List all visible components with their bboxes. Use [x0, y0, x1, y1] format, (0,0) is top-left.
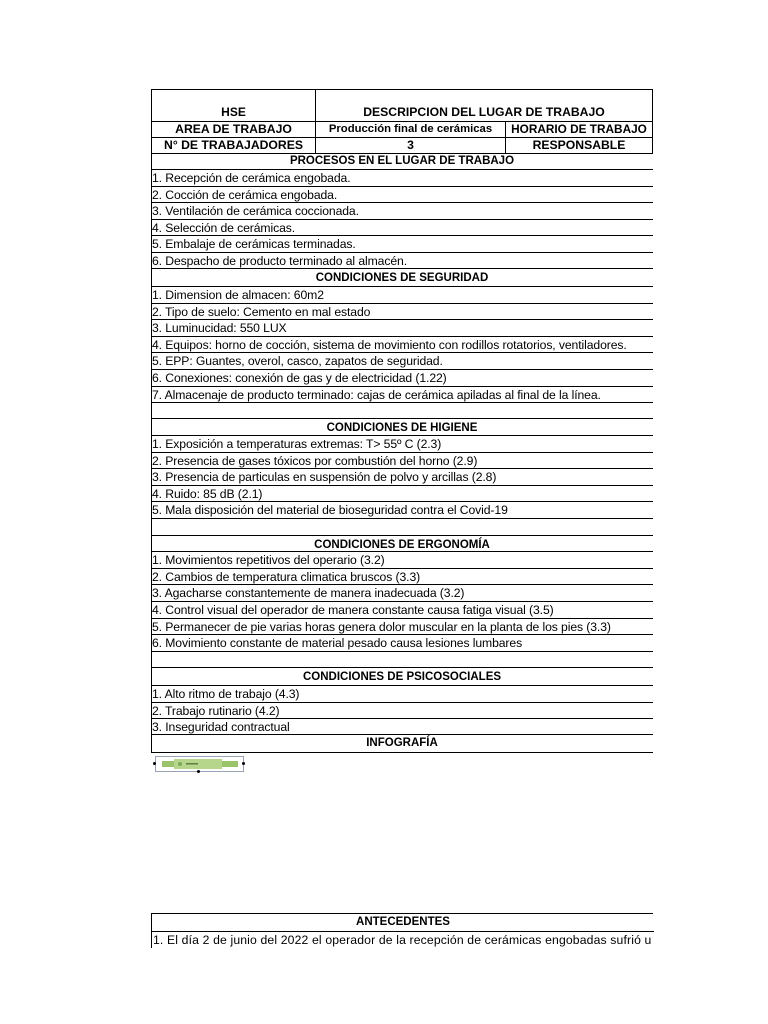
ergonomia-item: 1. Movimientos repetitivos del operario (3.2): [151, 552, 653, 569]
empty-row: [151, 403, 653, 419]
hse-cell: [152, 90, 316, 122]
workers-label-cell: N° DE TRABAJADORES: [152, 138, 316, 153]
higiene-item: 2. Presencia de gases tóxicos por combustión del horno (2.9): [151, 453, 653, 469]
procesos-item: 5. Embalaje de cerámicas terminadas.: [151, 236, 653, 253]
infographic-thumbnail: [156, 757, 243, 771]
empty-row: [151, 519, 653, 536]
responsable-label-cell: RESPONSABLE: [532, 138, 626, 152]
procesos-item: 6. Despacho de producto terminado al almacén.: [151, 253, 653, 269]
higiene-item: 5. Mala disposición del material de bioseguridad contra el Covid-19: [151, 502, 653, 519]
antecedentes-section-title: ANTECEDENTES: [152, 914, 654, 932]
selection-handle[interactable]: [153, 762, 156, 765]
procesos-item: 3. Ventilación de cerámica coccionada.: [151, 203, 653, 220]
antecedentes-item: 1. El día 2 de junio del 2022 el operador de la recepción de cerámicas engobadas sufrió u: [153, 933, 652, 947]
higiene-item: 1. Exposición a temperaturas extremas: T> 55º C (2.3): [151, 436, 653, 453]
seguridad-item: 2. Tipo de suelo: Cemento en mal estado: [151, 304, 653, 320]
psicosociales-item: 1. Alto ritmo de trabajo (4.3): [151, 686, 653, 703]
area-label-cell: AREA DE TRABAJO: [152, 122, 316, 138]
left-border: [151, 154, 152, 753]
hse-label: HSE: [221, 105, 246, 119]
empty-row: [151, 652, 653, 668]
procesos-item: 4. Selección de cerámicas.: [151, 220, 653, 236]
ergonomia-item: 5. Permanecer de pie varias horas genera dolor muscular en la planta de los pies (3.3): [151, 619, 653, 635]
header-table: [151, 89, 653, 154]
area-value-cell: Producción final de cerámicas: [316, 122, 506, 138]
page-title: DESCRIPCION DEL LUGAR DE TRABAJO: [363, 105, 605, 119]
seguridad-section-title: CONDICIONES DE SEGURIDAD: [151, 269, 653, 287]
higiene-item: 3. Presencia de particulas en suspensión de polvo y arcillas (2.8): [151, 469, 653, 486]
seguridad-item: 1. Dimension de almacen: 60m2: [151, 287, 653, 304]
psicosociales-item: 3. Inseguridad contractual: [151, 719, 653, 735]
seguridad-item: 4. Equipos: horno de cocción, sistema de movimiento con rodillos rotatorios, ventiladores.: [151, 337, 653, 353]
antecedentes-table: [151, 913, 653, 948]
seguridad-item: 3. Luminucidad: 550 LUX: [151, 320, 653, 337]
seguridad-item: 5. EPP: Guantes, overol, casco, zapatos de seguridad.: [151, 353, 653, 370]
workers-value-cell: 3: [316, 138, 506, 153]
ergonomia-item: 4. Control visual del operador de manera constante causa fatiga visual (3.5): [151, 602, 653, 619]
procesos-item: 1. Recepción de cerámica engobada.: [151, 170, 653, 187]
seguridad-item: 6. Conexiones: conexión de gas y de electricidad (1.22): [151, 370, 653, 387]
ergonomia-section-title: CONDICIONES DE ERGONOMÍA: [151, 536, 653, 552]
psicosociales-item: 2. Trabajo rutinario (4.2): [151, 703, 653, 719]
selection-handle[interactable]: [242, 762, 245, 765]
higiene-item: 4. Ruido: 85 dB (2.1): [151, 486, 653, 502]
ergonomia-item: 6. Movimiento constante de material pesado causa lesiones lumbares: [151, 635, 653, 652]
procesos-item: 2. Cocción de cerámica engobada.: [151, 187, 653, 203]
ergonomia-item: 3. Agacharse constantemente de manera inadecuada (3.2): [151, 585, 653, 602]
ergonomia-item: 2. Cambios de temperatura climatica bruscos (3.3): [151, 569, 653, 585]
horario-label-cell: HORARIO DE TRABAJO: [506, 122, 652, 138]
selection-handle[interactable]: [197, 770, 200, 773]
higiene-section-title: CONDICIONES DE HIGIENE: [151, 419, 653, 436]
psicosociales-section-title: CONDICIONES DE PSICOSOCIALES: [151, 668, 653, 686]
infografia-section-title: INFOGRAFÍA: [151, 735, 653, 753]
seguridad-item: 7. Almacenaje de producto terminado: cajas de cerámica apiladas al final de la línea.: [151, 387, 653, 403]
title-cell: [316, 90, 652, 122]
procesos-section-title: PROCESOS EN EL LUGAR DE TRABAJO: [151, 154, 653, 170]
